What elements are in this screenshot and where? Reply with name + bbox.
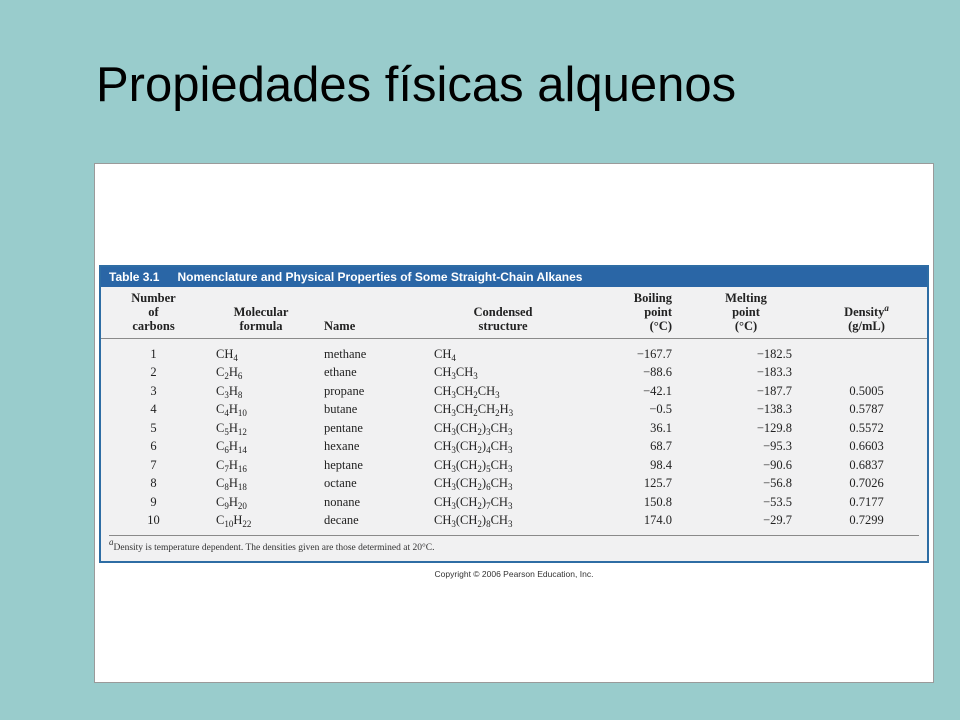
formula-subscript: 3	[451, 463, 456, 474]
formula-subscript: 2	[473, 408, 478, 419]
cell-melting-point: −138.3	[756, 402, 792, 417]
formula-subscript: 2	[495, 408, 500, 419]
cell-formula	[206, 401, 316, 420]
formula-part: )	[481, 494, 487, 509]
cell-boiling-point: 98.4	[650, 457, 672, 472]
formula-subscript: 3	[507, 500, 513, 511]
formula-part: CH	[490, 476, 508, 491]
cell-melting-point: −129.8	[756, 420, 792, 435]
formula-part: H	[228, 365, 238, 380]
header-density-unit: (g/mL)	[848, 319, 885, 333]
cell-name: butane	[324, 402, 358, 417]
cell-formula	[206, 456, 316, 475]
formula-part: C	[216, 439, 225, 454]
formula-part: H	[228, 439, 238, 454]
cell-name: heptane	[324, 457, 363, 472]
formula-part: CH	[434, 402, 452, 417]
formula-subscript: 2	[477, 463, 482, 474]
formula-subscript: 10	[224, 519, 234, 530]
cell-carbons: 9	[150, 494, 157, 509]
table-number: Table 3.1	[109, 270, 160, 284]
cell-condensed	[420, 364, 586, 383]
cell-carbons: 2	[150, 365, 157, 380]
formula-part: H	[228, 402, 238, 417]
cell-boiling-point: −42.1	[643, 383, 672, 398]
formula-part: CH	[455, 383, 474, 398]
formula-part: CH	[434, 457, 452, 472]
header-boiling-point: Boiling point (°C)	[586, 287, 686, 339]
cell-carbons: 10	[147, 513, 160, 528]
formula-subscript: 4	[224, 408, 229, 419]
formula-subscript: 4	[451, 352, 456, 363]
formula-part: CH	[434, 476, 452, 491]
slide-title: Propiedades físicas alquenos	[96, 58, 737, 112]
formula-part: CH	[490, 457, 508, 472]
header-formula: Molecular formula	[206, 287, 316, 339]
header-name: Name	[316, 287, 420, 339]
formula-part: H	[228, 494, 238, 509]
formula-subscript: 8	[237, 389, 243, 400]
formula-part: CH	[434, 513, 452, 528]
cell-condensed	[420, 419, 586, 438]
formula-part: H	[228, 420, 238, 435]
cell-boiling-point: −0.5	[649, 402, 672, 417]
formula-subscript: 5	[224, 426, 229, 437]
header-density	[806, 287, 927, 339]
cell-carbons: 4	[150, 402, 157, 417]
table-row	[101, 401, 927, 420]
formula-subscript: 3	[451, 482, 456, 493]
formula-subscript: 18	[237, 482, 247, 493]
formula-subscript: 2	[477, 519, 482, 530]
cell-condensed	[420, 512, 586, 531]
formula-subscript: 7	[224, 463, 229, 474]
formula-subscript: 6	[486, 482, 491, 493]
table-header-row	[101, 287, 927, 339]
formula-part: CH	[477, 383, 496, 398]
formula-part: (CH	[455, 494, 478, 509]
cell-boiling-point: 150.8	[643, 494, 672, 509]
formula-subscript: 12	[237, 426, 247, 437]
formula-part: )	[481, 513, 487, 528]
formula-subscript: 3	[486, 426, 491, 437]
cell-boiling-point: 125.7	[643, 476, 672, 491]
formula-part: CH	[490, 420, 508, 435]
cell-name: pentane	[324, 420, 363, 435]
formula-part: C	[216, 476, 225, 491]
formula-subscript: 3	[451, 519, 456, 530]
cell-formula	[206, 339, 316, 364]
formula-part: C	[216, 365, 225, 380]
cell-melting-point: −183.3	[756, 365, 792, 380]
header-melting-point: Melting point (°C)	[686, 287, 806, 339]
formula-part: CH	[216, 346, 234, 361]
formula-part: (CH	[455, 420, 478, 435]
cell-density: 0.6603	[849, 439, 884, 454]
table-row	[101, 419, 927, 438]
cell-name: hexane	[324, 439, 360, 454]
cell-formula	[206, 419, 316, 438]
cell-boiling-point: −167.7	[636, 346, 672, 361]
cell-boiling-point: 68.7	[650, 439, 672, 454]
formula-subscript: 3	[451, 426, 456, 437]
formula-subscript: 22	[242, 519, 252, 530]
table-row	[101, 456, 927, 475]
header-condensed: Condensed structure	[420, 287, 586, 339]
formula-subscript: 7	[486, 500, 491, 511]
cell-density: 0.5572	[849, 420, 884, 435]
formula-subscript: 3	[451, 389, 456, 400]
cell-condensed	[420, 475, 586, 494]
formula-subscript: 3	[451, 371, 456, 382]
formula-subscript: 2	[473, 389, 478, 400]
cell-name: octane	[324, 476, 357, 491]
table-row	[101, 438, 927, 457]
formula-subscript: 4	[486, 445, 491, 456]
table-caption: Nomenclature and Physical Properties of Some Straight-Chain Alkanes	[177, 270, 583, 284]
table-row	[101, 339, 927, 364]
table-image	[94, 163, 934, 683]
cell-name: decane	[324, 513, 359, 528]
cell-melting-point: −95.3	[763, 439, 792, 454]
cell-density: 0.7299	[849, 513, 884, 528]
cell-boiling-point: 174.0	[643, 513, 672, 528]
header-density-label: Density	[844, 305, 885, 319]
formula-subscript: 2	[477, 500, 482, 511]
formula-part: CH	[434, 439, 452, 454]
cell-carbons: 6	[150, 439, 157, 454]
formula-part: )	[481, 457, 487, 472]
formula-part: CH	[455, 365, 474, 380]
cell-boiling-point: 36.1	[650, 420, 672, 435]
cell-density	[806, 364, 927, 383]
cell-melting-point: −187.7	[756, 383, 792, 398]
cell-melting-point: −182.5	[756, 346, 792, 361]
cell-carbons: 3	[150, 383, 157, 398]
formula-part: H	[499, 402, 509, 417]
formula-subscript: 20	[237, 500, 247, 511]
formula-part: (CH	[455, 439, 478, 454]
formula-part: H	[228, 457, 238, 472]
cell-density: 0.6837	[849, 457, 884, 472]
table-row	[101, 382, 927, 401]
footnote-mark: a	[109, 537, 114, 547]
formula-subscript: 4	[233, 352, 238, 363]
header-density-mark: a	[884, 303, 889, 313]
header-carbons: Number of carbons	[101, 287, 206, 339]
formula-part: CH	[434, 346, 452, 361]
cell-condensed	[420, 456, 586, 475]
formula-subscript: 16	[237, 463, 247, 474]
cell-density: 0.5005	[849, 383, 884, 398]
formula-part: )	[481, 420, 487, 435]
formula-part: C	[216, 420, 225, 435]
formula-subscript: 8	[224, 482, 229, 493]
table-header-bar	[101, 267, 927, 287]
formula-subscript: 3	[495, 389, 500, 400]
formula-subscript: 3	[507, 445, 513, 456]
table-footnote	[109, 535, 919, 553]
cell-name: ethane	[324, 365, 357, 380]
cell-formula	[206, 382, 316, 401]
formula-part: C	[216, 383, 225, 398]
formula-part: C	[216, 494, 225, 509]
footnote-text: Density is temperature dependent. The densities given are those determined at 20°C.	[113, 543, 435, 553]
formula-subscript: 3	[507, 482, 513, 493]
formula-subscript: 3	[508, 408, 514, 419]
formula-subscript: 3	[507, 426, 513, 437]
cell-name: methane	[324, 346, 367, 361]
table-body	[101, 339, 927, 531]
cell-carbons: 7	[150, 457, 157, 472]
formula-part: C	[216, 457, 225, 472]
cell-melting-point: −53.5	[763, 494, 792, 509]
formula-subscript: 2	[477, 426, 482, 437]
cell-condensed	[420, 493, 586, 512]
copyright-text: Copyright © 2006 Pearson Education, Inc.	[434, 569, 594, 579]
formula-part: CH	[477, 402, 496, 417]
formula-part: H	[233, 513, 243, 528]
formula-part: (CH	[455, 457, 478, 472]
table-row	[101, 475, 927, 494]
formula-subscript: 3	[451, 408, 456, 419]
cell-formula	[206, 512, 316, 531]
cell-melting-point: −56.8	[763, 476, 792, 491]
formula-subscript: 3	[224, 389, 229, 400]
formula-part: CH	[455, 402, 474, 417]
cell-density: 0.7177	[849, 494, 884, 509]
formula-part: )	[481, 439, 487, 454]
cell-density: 0.7026	[849, 476, 884, 491]
cell-carbons: 5	[150, 420, 157, 435]
cell-condensed	[420, 438, 586, 457]
cell-formula	[206, 364, 316, 383]
formula-part: CH	[490, 513, 508, 528]
cell-name: propane	[324, 383, 365, 398]
cell-name: nonane	[324, 494, 361, 509]
formula-subscript: 3	[451, 445, 456, 456]
cell-formula	[206, 493, 316, 512]
formula-subscript: 3	[451, 500, 456, 511]
cell-condensed	[420, 339, 586, 364]
cell-formula	[206, 475, 316, 494]
formula-subscript: 6	[224, 445, 229, 456]
formula-part: CH	[434, 494, 452, 509]
cell-melting-point: −29.7	[763, 513, 792, 528]
formula-subscript: 2	[477, 445, 482, 456]
properties-table	[101, 287, 927, 530]
formula-part: CH	[490, 494, 508, 509]
formula-part: (CH	[455, 513, 478, 528]
formula-subscript: 5	[486, 463, 491, 474]
cell-carbons: 8	[150, 476, 157, 491]
formula-part: H	[228, 476, 238, 491]
formula-part: C	[216, 513, 225, 528]
cell-formula	[206, 438, 316, 457]
formula-subscript: 2	[224, 371, 229, 382]
formula-subscript: 3	[507, 519, 513, 530]
cell-condensed	[420, 382, 586, 401]
formula-subscript: 9	[224, 500, 229, 511]
formula-part: )	[481, 476, 487, 491]
cell-condensed	[420, 401, 586, 420]
formula-subscript: 6	[237, 371, 243, 382]
formula-part: CH	[490, 439, 508, 454]
cell-melting-point: −90.6	[763, 457, 792, 472]
table-row	[101, 493, 927, 512]
table-row	[101, 364, 927, 383]
formula-part: CH	[434, 383, 452, 398]
formula-part: CH	[434, 365, 452, 380]
formula-subscript: 8	[486, 519, 491, 530]
table-3-1	[99, 265, 929, 563]
formula-part: (CH	[455, 476, 478, 491]
formula-subscript: 14	[237, 445, 247, 456]
cell-density	[806, 339, 927, 364]
formula-subscript: 10	[237, 408, 247, 419]
formula-part: CH	[434, 420, 452, 435]
formula-subscript: 3	[473, 371, 478, 382]
cell-carbons: 1	[150, 346, 157, 361]
formula-subscript: 3	[507, 463, 513, 474]
formula-part: H	[228, 383, 238, 398]
formula-part: C	[216, 402, 225, 417]
table-row	[101, 512, 927, 531]
cell-boiling-point: −88.6	[643, 365, 672, 380]
formula-subscript: 2	[477, 482, 482, 493]
cell-density: 0.5787	[849, 402, 884, 417]
